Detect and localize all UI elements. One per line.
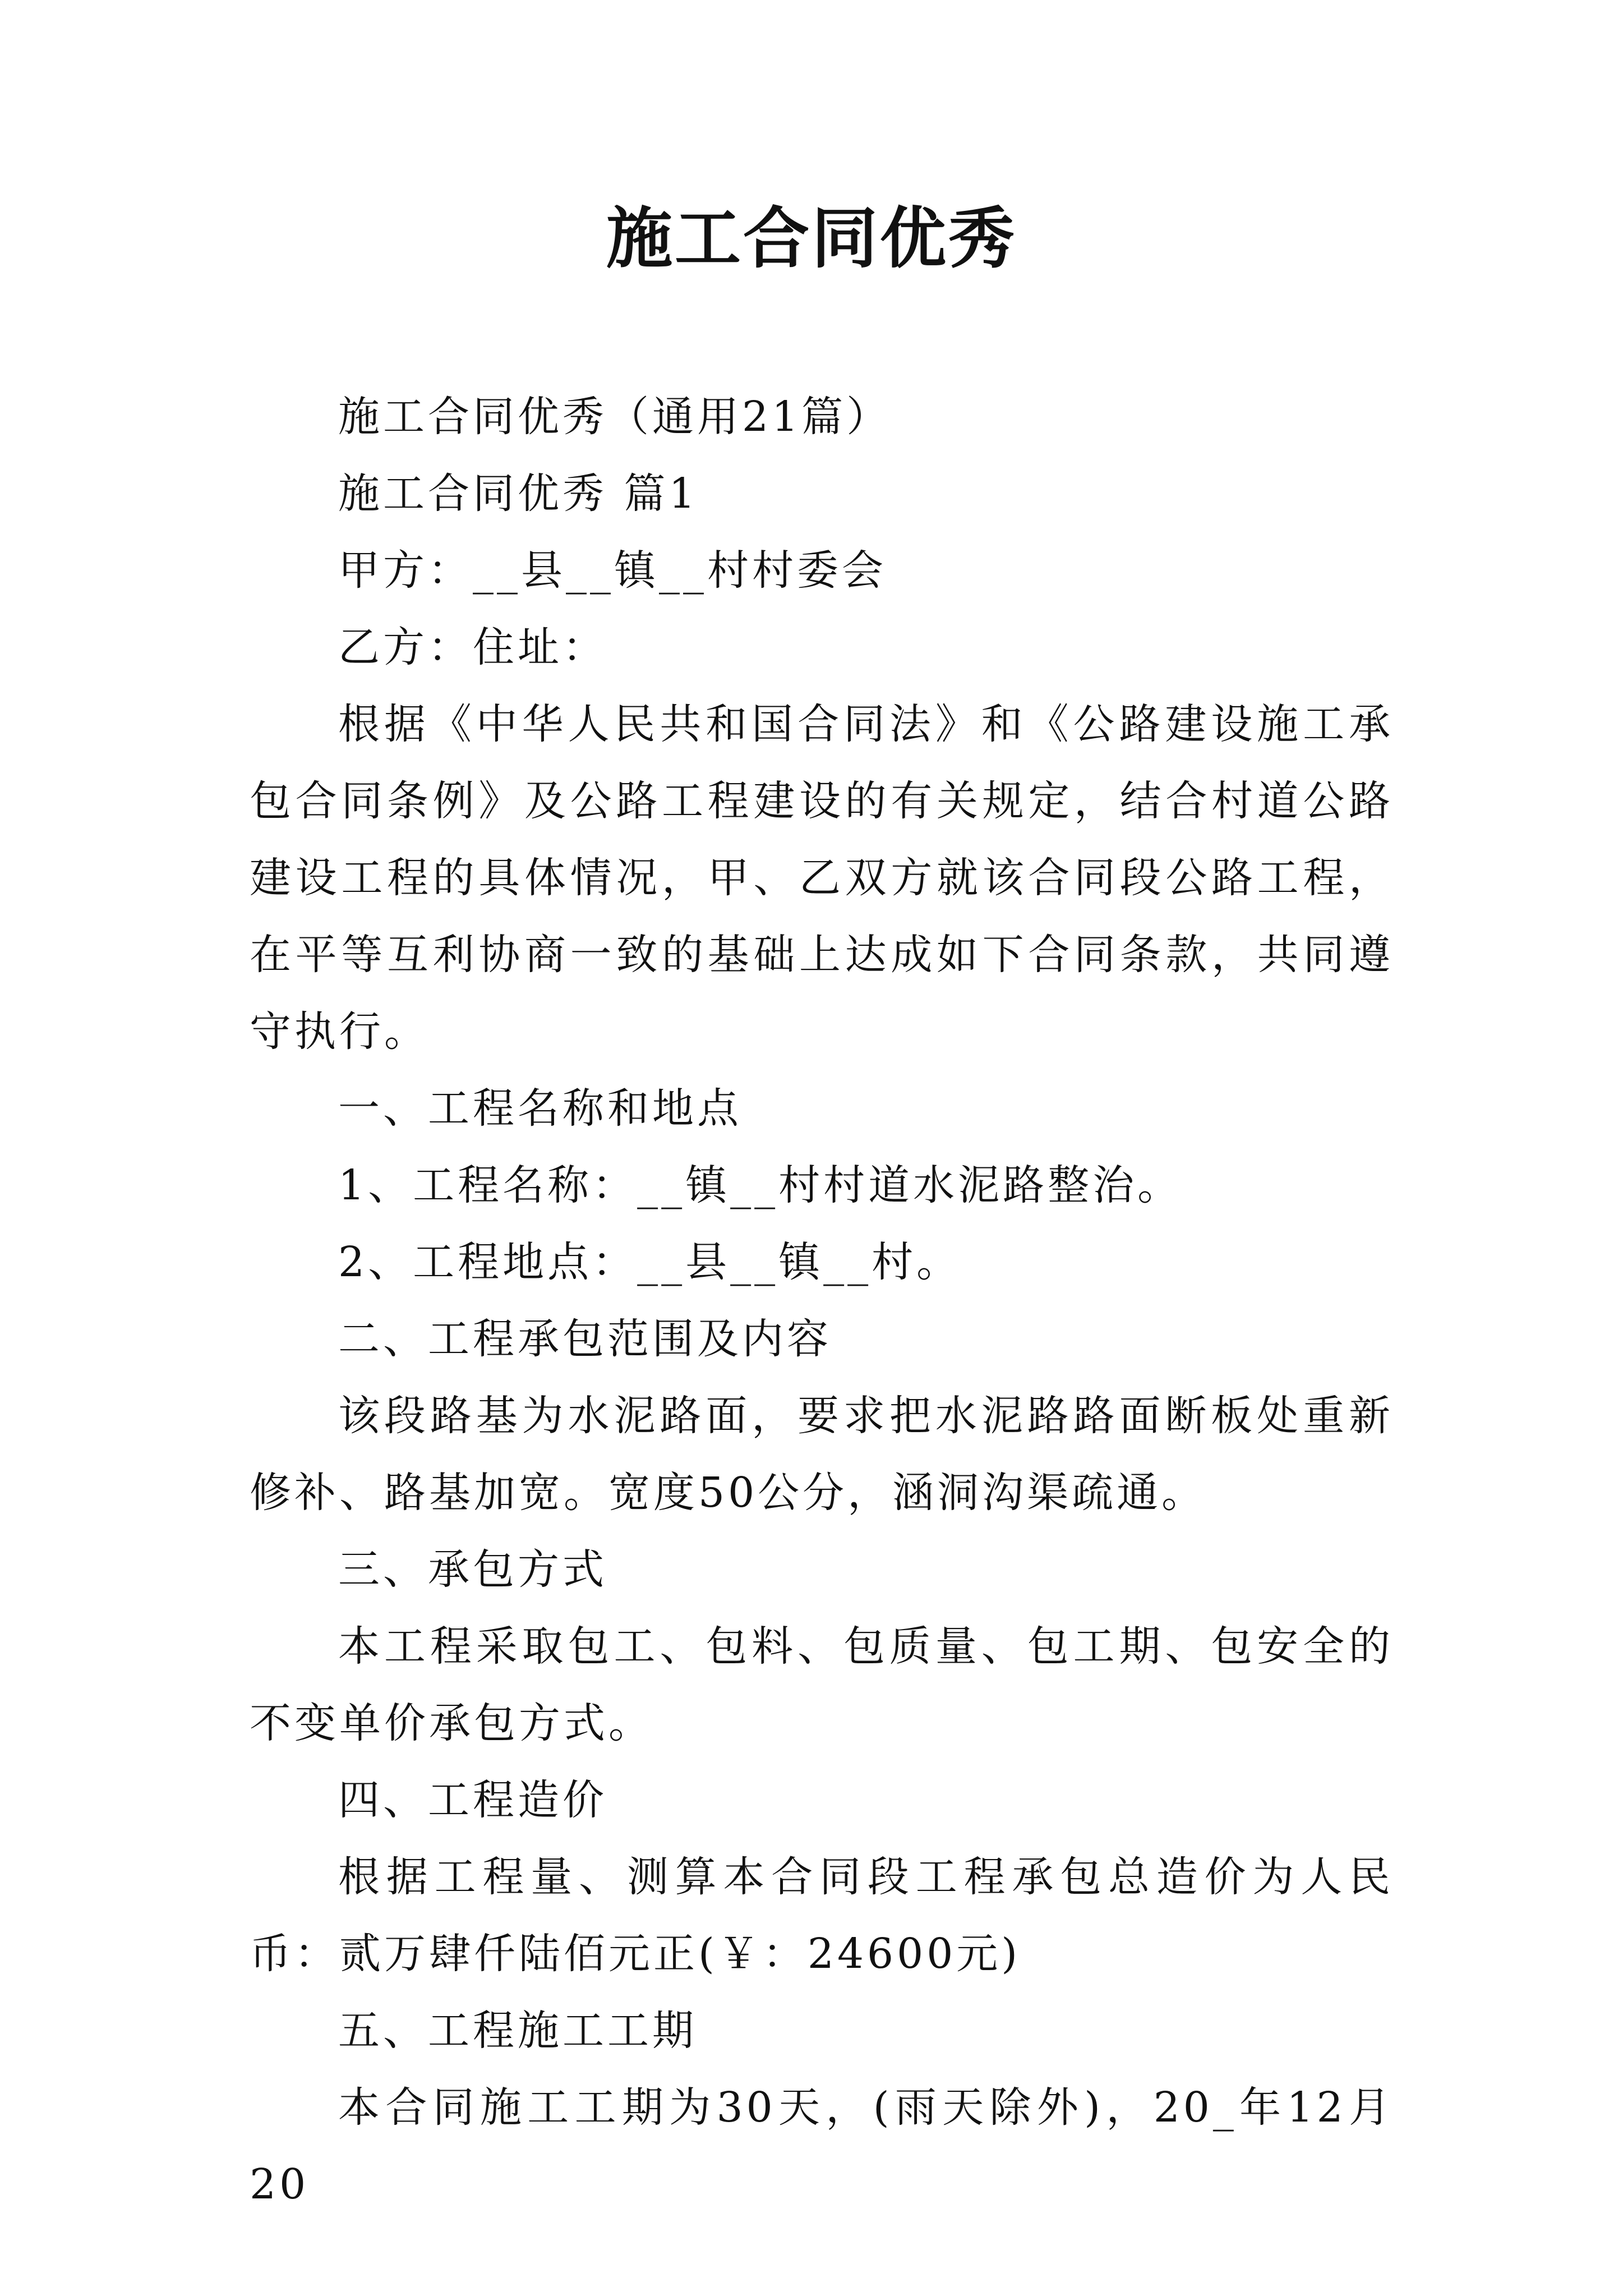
document-body (250, 379, 1394, 2223)
clause-paragraph: 2、工程地点：__县__镇__村。 (338, 1238, 962, 1286)
section-heading: 四、工程造价 (338, 1776, 607, 1824)
clause-paragraph: 本工程采取包工、包料、包质量、包工期、包安全的不变单价承包方式。 (250, 1622, 1394, 1747)
section-heading: 五、工程施工工期 (338, 2007, 697, 2055)
subtitle-paragraph: 施工合同优秀（通用21篇） (338, 393, 892, 441)
preamble-paragraph: 根据《中华人民共和国合同法》和《公路建设施工承包合同条例》及公路工程建设的有关规定，结合村道公路建设工程的具体情况，甲、乙双方就该合同段公路工程，在平等互利协商一致的基础上达成如下合同条款，共同遵守执行。 (250, 700, 1394, 1056)
section-heading: 施工合同优秀 篇1 (338, 470, 699, 518)
section-heading: 一、工程名称和地点 (338, 1084, 742, 1133)
clause-paragraph: 1、工程名称：__镇__村村道水泥路整治。 (338, 1161, 1183, 1209)
party-b-line: 乙方：住址： (338, 623, 607, 671)
document-title: 施工合同优秀 (606, 199, 1017, 277)
clause-paragraph: 该段路基为水泥路面，要求把水泥路路面断板处重新修补、路基加宽。宽度50公分，涵洞沟渠疏通。 (250, 1392, 1394, 1517)
clause-paragraph: 本合同施工工期为30天，(雨天除外)，20_年12月20 (250, 2083, 1394, 2208)
section-heading: 三、承包方式 (338, 1545, 607, 1594)
section-heading: 二、工程承包范围及内容 (338, 1315, 832, 1363)
clause-paragraph: 根据工程量、测算本合同段工程承包总造价为人民币：贰万肆仟陆佰元正(￥：24600元) (250, 1853, 1394, 1978)
party-a-line: 甲方：__县__镇__村村委会 (338, 546, 887, 595)
